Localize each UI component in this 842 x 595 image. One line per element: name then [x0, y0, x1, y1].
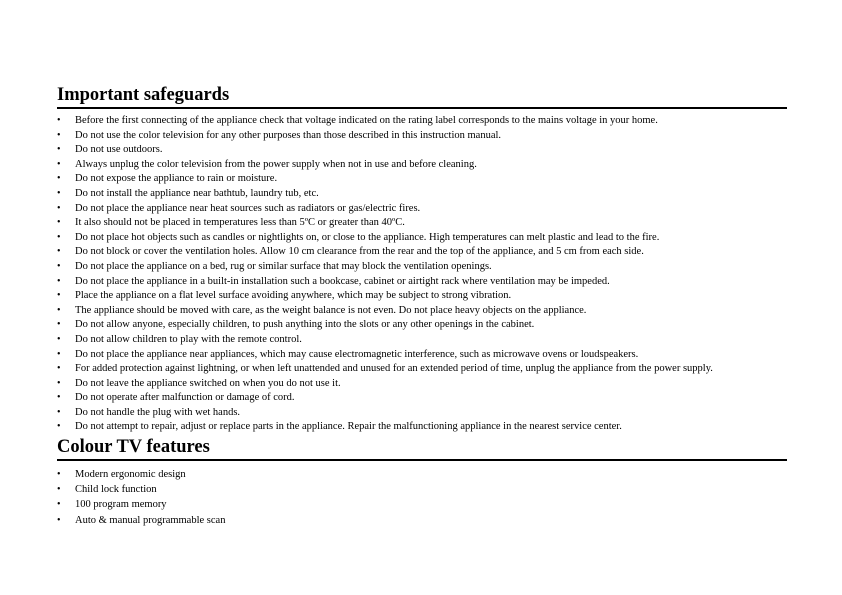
list-item-text: Do not attempt to repair, adjust or replace parts in the appliance. Repair the malfunctioning appliance in the nearest service center.	[75, 421, 622, 433]
list-item	[57, 275, 787, 290]
bullet-icon: •	[57, 392, 61, 404]
list-item-text: Do not expose the appliance to rain or moisture.	[75, 173, 278, 185]
features-section	[57, 436, 787, 528]
bullet-icon: •	[57, 514, 61, 526]
safeguards-list	[57, 114, 787, 435]
bullet-icon: •	[57, 319, 61, 331]
list-item-text: For added protection against lightning, or when left unattended and unused for an extended period of time, unplug the appliance from the power supply.	[75, 363, 713, 375]
bullet-icon: •	[57, 290, 61, 302]
bullet-icon: •	[57, 144, 61, 156]
list-item	[57, 513, 787, 528]
list-item	[57, 158, 787, 173]
safeguards-heading: Important safeguards	[57, 84, 787, 109]
safeguards-section	[57, 84, 787, 435]
list-item	[57, 216, 787, 231]
list-item-text: Do not use outdoors.	[75, 144, 163, 156]
list-item	[57, 348, 787, 363]
bullet-icon: •	[57, 469, 61, 481]
list-item-text: It also should not be placed in temperatures less than 5ºC or greater than 40ºC.	[75, 217, 405, 229]
bullet-icon: •	[57, 484, 61, 496]
features-list	[57, 467, 787, 528]
list-item-text: Before the first connecting of the appliance check that voltage indicated on the rating label corresponds to the mains voltage in your home.	[75, 115, 658, 126]
list-item	[57, 129, 787, 144]
list-item-text: Do not place the appliance near heat sources such as radiators or gas/electric fires.	[75, 202, 421, 214]
bullet-icon: •	[57, 231, 61, 243]
bullet-icon: •	[57, 173, 61, 185]
bullet-icon: •	[57, 202, 61, 214]
bullet-icon: •	[57, 158, 61, 170]
list-item	[57, 304, 787, 319]
list-item-text: Do not allow anyone, especially children, to push anything into the slots or any other openings in the cabinet.	[75, 319, 535, 331]
bullet-icon: •	[57, 129, 61, 141]
bullet-icon: •	[57, 406, 61, 418]
bullet-icon: •	[57, 217, 61, 229]
list-item	[57, 231, 787, 246]
list-item	[57, 391, 787, 406]
list-item-text: Do not handle the plug with wet hands.	[75, 406, 241, 418]
bullet-icon: •	[57, 115, 61, 126]
list-item-text: The appliance should be moved with care, as the weight balance is not even. Do not place heavy objects on the appliance.	[75, 304, 587, 316]
list-item	[57, 318, 787, 333]
list-item	[57, 172, 787, 187]
bullet-icon: •	[57, 187, 61, 199]
list-item	[57, 406, 787, 421]
list-item-text: Always unplug the color television from the power supply when not in use and before cleaning.	[75, 158, 477, 170]
list-item	[57, 245, 787, 260]
list-item	[57, 420, 787, 435]
list-item	[57, 289, 787, 304]
list-item-text: Do not allow children to play with the remote control.	[75, 333, 302, 345]
list-item	[57, 260, 787, 275]
features-heading: Colour TV features	[57, 436, 787, 461]
list-item	[57, 467, 787, 482]
list-item	[57, 377, 787, 392]
bullet-icon: •	[57, 333, 61, 345]
list-item-text: Do not operate after malfunction or damage of cord.	[75, 392, 295, 404]
bullet-icon: •	[57, 348, 61, 360]
list-item-text: Do not place the appliance in a built-in installation such a bookcase, cabinet or airtight rack where ventilation may be impeded.	[75, 275, 610, 287]
bullet-icon: •	[57, 377, 61, 389]
document-page	[57, 84, 787, 528]
list-item-text: Do not place the appliance on a bed, rug or similar surface that may block the ventilation openings.	[75, 260, 492, 272]
bullet-icon: •	[57, 304, 61, 316]
list-item	[57, 362, 787, 377]
list-item-text: Do not block or cover the ventilation holes. Allow 10 cm clearance from the rear and the top of the appliance, and 5 cm from each side.	[75, 246, 644, 258]
list-item-text: 100 program memory	[75, 499, 167, 511]
list-item	[57, 333, 787, 348]
list-item-text: Child lock function	[75, 484, 157, 496]
list-item	[57, 143, 787, 158]
list-item	[57, 114, 787, 129]
list-item	[57, 202, 787, 217]
list-item-text: Do not use the color television for any other purposes than those described in this instruction manual.	[75, 129, 502, 141]
list-item-text: Do not install the appliance near bathtub, laundry tub, etc.	[75, 187, 319, 199]
bullet-icon: •	[57, 246, 61, 258]
list-item	[57, 497, 787, 512]
list-item-text: Do not place hot objects such as candles or nightlights on, or close to the appliance. High temperatures can melt plastic and lead to the fire.	[75, 231, 660, 243]
list-item-text: Place the appliance on a flat level surface avoiding anywhere, which may be subject to strong vibration.	[75, 290, 512, 302]
list-item	[57, 482, 787, 497]
bullet-icon: •	[57, 499, 61, 511]
list-item-text: Auto & manual programmable scan	[75, 514, 226, 526]
bullet-icon: •	[57, 421, 61, 433]
list-item-text: Modern ergonomic design	[75, 469, 186, 481]
list-item	[57, 187, 787, 202]
list-item-text: Do not leave the appliance switched on when you do not use it.	[75, 377, 341, 389]
bullet-icon: •	[57, 275, 61, 287]
list-item-text: Do not place the appliance near appliances, which may cause electromagnetic interference, such as microwave ovens or loudspeakers.	[75, 348, 639, 360]
bullet-icon: •	[57, 363, 61, 375]
bullet-icon: •	[57, 260, 61, 272]
